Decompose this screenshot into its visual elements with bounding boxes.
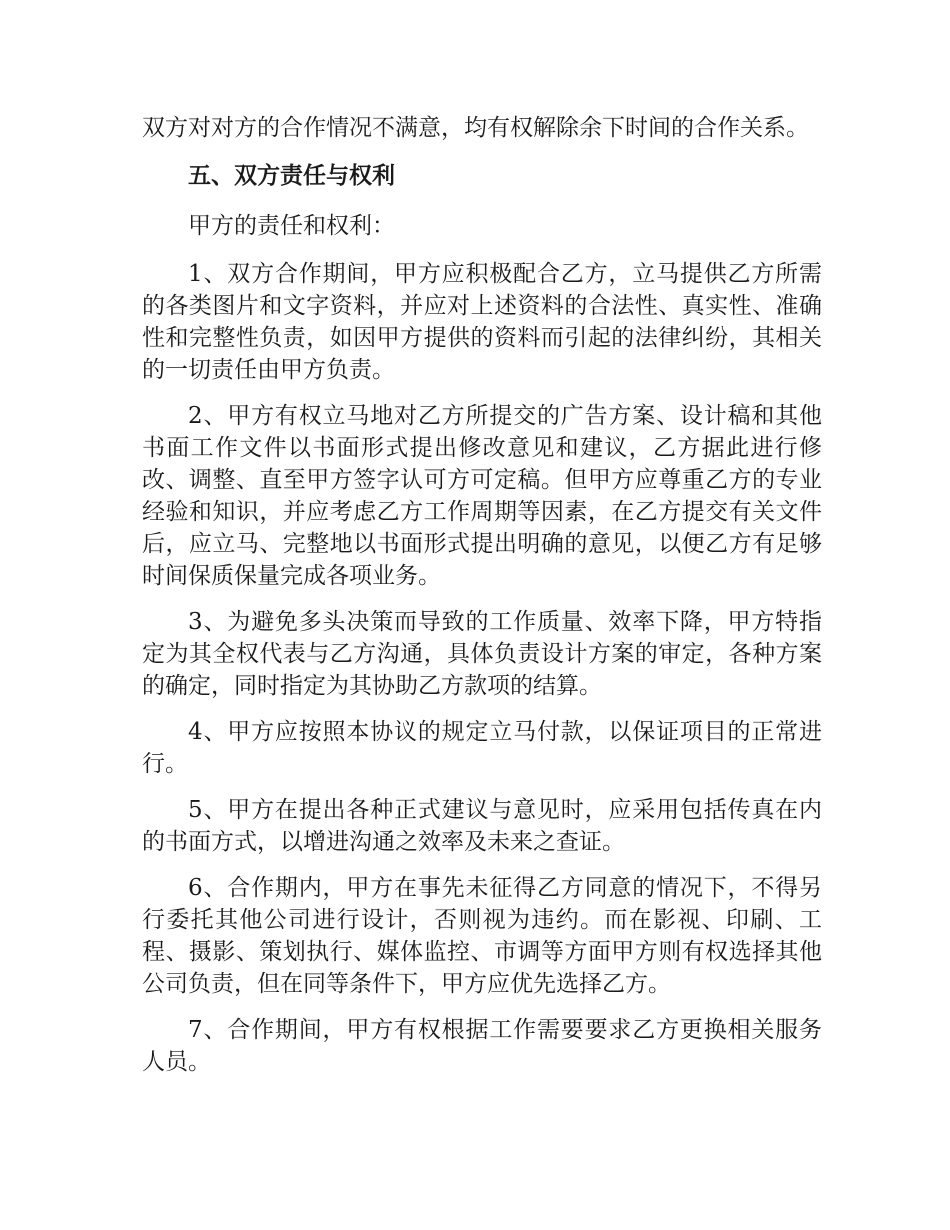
subheading: 甲方的责任和权利： bbox=[188, 213, 395, 239]
continued-paragraph: 双方对对方的合作情况不满意，均有权解除余下时间的合作关系。 bbox=[142, 115, 809, 141]
clause-5: 5、甲方在提出各种正式建议与意见时，应采用包括传真在内的书面方式，以增进沟通之效率及未来之查证。 bbox=[142, 797, 822, 855]
clause-2: 2、甲方有权立马地对乙方所提交的广告方案、设计稿和其他书面工作文件以书面形式提出修改意见和建议，乙方据此进行修改、调整、直至甲方签字认可方可定稿。但甲方应尊重乙方的专业经验和知识，并应考虑乙方工作周期等因素，在乙方提交有关文件后，应立马、完整地以书面形式提出明确的意见，以便乙方有足够时间保质保量完成各项业务。 bbox=[142, 403, 822, 589]
clause-6: 6、合作期内，甲方在事先未征得乙方同意的情况下，不得另行委托其他公司进行设计，否则视为违约。而在影视、印刷、工程、摄影、策划执行、媒体监控、市调等方面甲方则有权选择其他公司负责，但在同等条件下，甲方应优先选择乙方。 bbox=[142, 875, 822, 997]
section-heading: 五、双方责任与权利 bbox=[188, 162, 395, 189]
clause-4: 4、甲方应按照本协议的规定立马付款，以保证项目的正常进行。 bbox=[142, 719, 822, 777]
clause-7: 7、合作期间，甲方有权根据工作需要要求乙方更换相关服务人员。 bbox=[142, 1017, 822, 1075]
clause-1: 1、双方合作期间，甲方应积极配合乙方，立马提供乙方所需的各类图片和文字资料，并应对上述资料的合法性、真实性、准确性和完整性负责，如因甲方提供的资料而引起的法律纠纷，其相关的一切责任由甲方负责。 bbox=[142, 261, 822, 383]
clause-3: 3、为避免多头决策而导致的工作质量、效率下降，甲方特指定为其全权代表与乙方沟通，具体负责设计方案的审定，各种方案的确定，同时指定为其协助乙方款项的结算。 bbox=[142, 609, 822, 699]
